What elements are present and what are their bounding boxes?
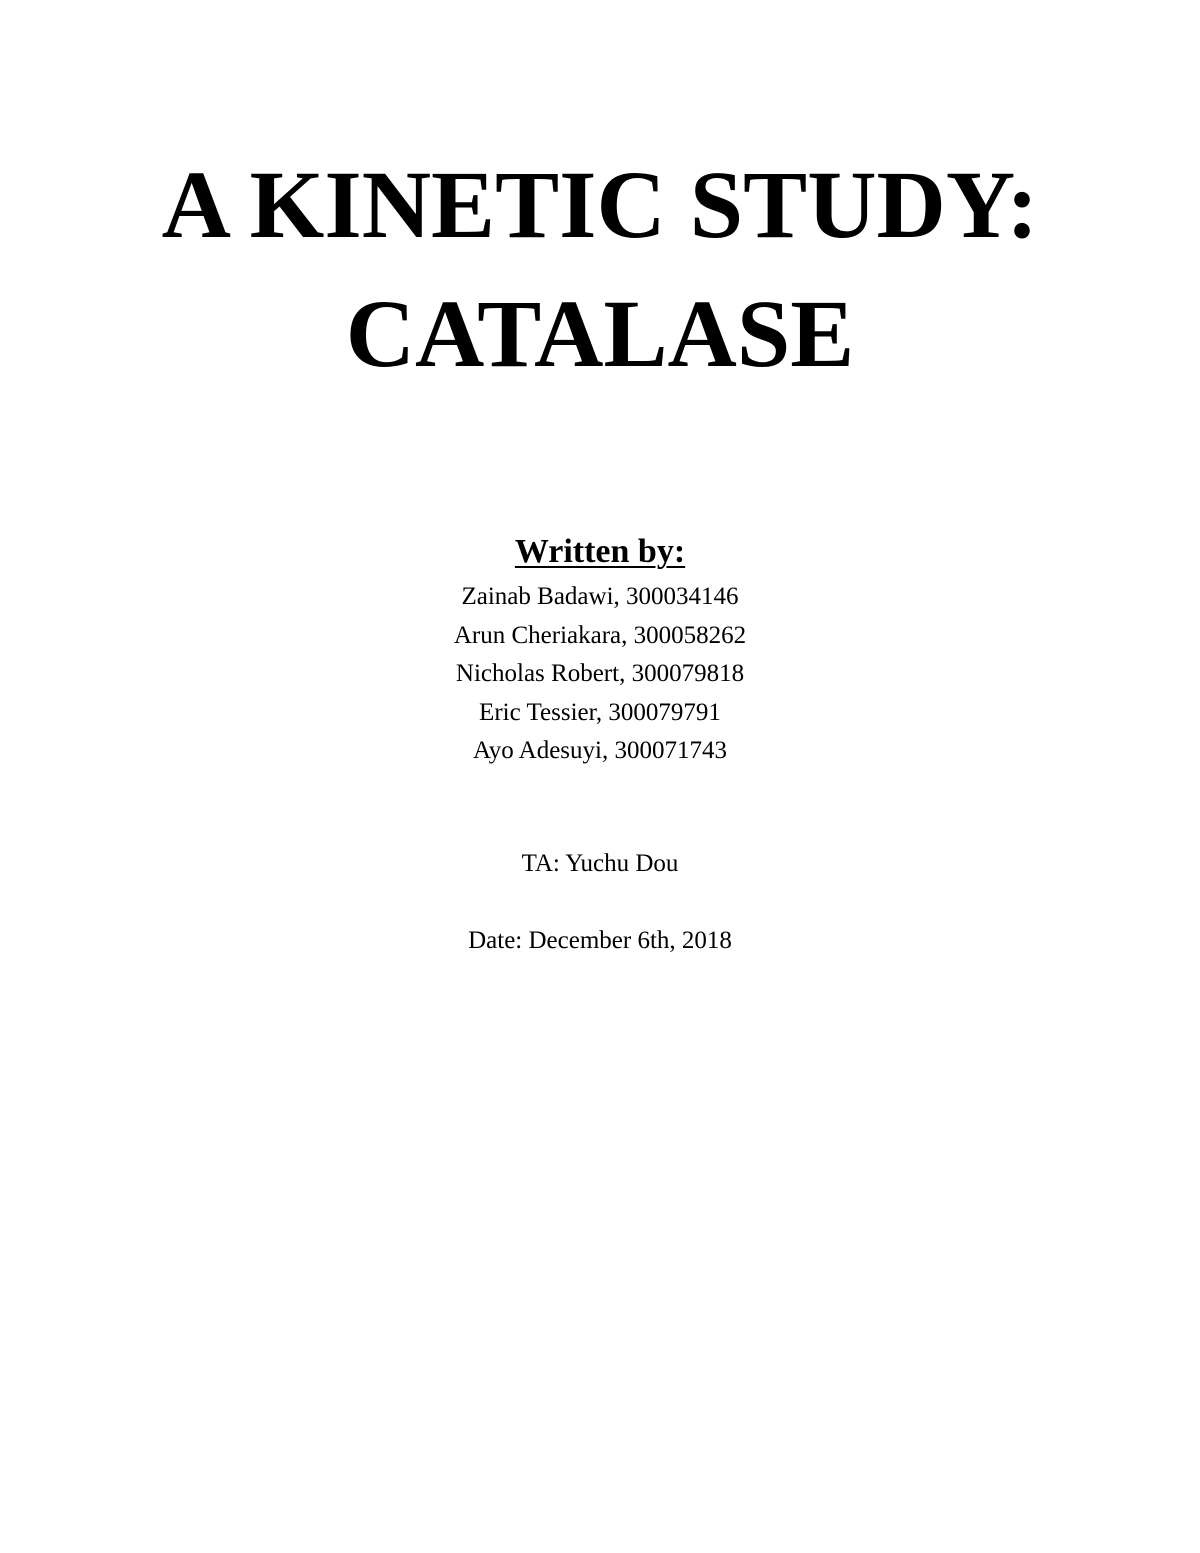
author-item: Ayo Adesuyi, 300071743 bbox=[473, 737, 727, 764]
author-item: Arun Cheriakara, 300058262 bbox=[453, 621, 747, 649]
title-line-1: A KINETIC STUDY: bbox=[161, 151, 1039, 258]
date-line: Date: December 6th, 2018 bbox=[468, 927, 732, 954]
title-line-2: CATALASE bbox=[345, 280, 855, 387]
author-list bbox=[0, 578, 1200, 771]
author-item: Eric Tessier, 300079791 bbox=[479, 698, 721, 726]
author-item: Zainab Badawi, 300034146 bbox=[461, 583, 739, 610]
ta-line: TA: Yuchu Dou bbox=[521, 850, 679, 877]
written-by-label: Written by: bbox=[514, 533, 686, 570]
author-item: Nicholas Robert, 300079818 bbox=[455, 660, 745, 687]
written-by-heading bbox=[0, 532, 1200, 573]
